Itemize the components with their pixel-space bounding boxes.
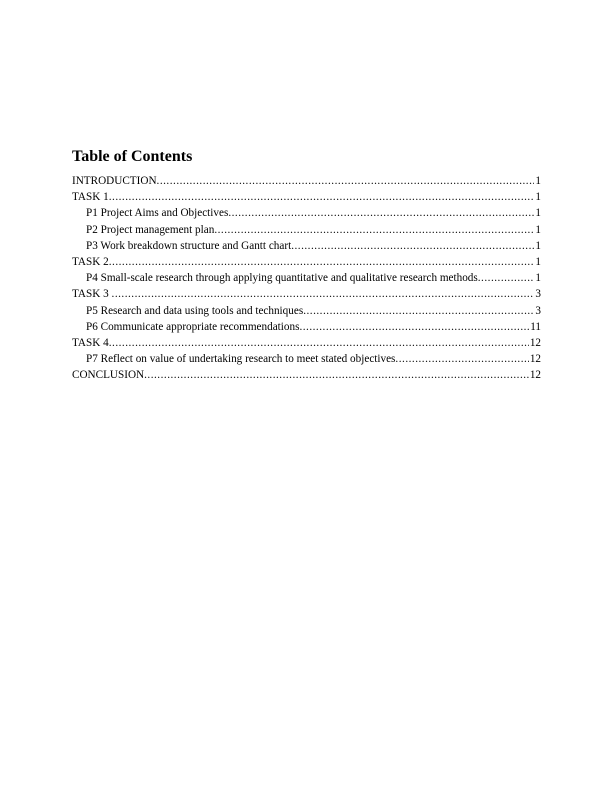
toc-entry-task-1[interactable] — [72, 189, 541, 205]
toc-entry-label: TASK 2 — [72, 255, 109, 268]
toc-dot-leader — [109, 254, 535, 270]
toc-entry-label: INTRODUCTION — [72, 175, 157, 187]
toc-entry-p5[interactable] — [72, 303, 541, 319]
toc-dot-leader — [157, 173, 535, 189]
toc-entry-p2[interactable] — [72, 222, 541, 238]
toc-entry-label: P6 Communicate appropriate recommendations — [86, 320, 300, 333]
toc-entry-label: TASK 1 — [72, 191, 109, 204]
toc-entry-label: TASK 4 — [72, 336, 109, 349]
toc-list — [72, 173, 541, 383]
toc-entry-page: 1 — [535, 239, 541, 252]
toc-entry-label: CONCLUSION — [72, 369, 145, 382]
toc-entry-page: 1 — [535, 191, 541, 204]
toc-entry-page: 1 — [535, 255, 541, 268]
toc-entry-page: 3 — [535, 288, 541, 301]
toc-entry-page: 12 — [529, 353, 541, 366]
toc-dot-leader — [109, 189, 535, 205]
toc-entry-task-4[interactable] — [72, 335, 541, 351]
toc-entry-p4[interactable] — [72, 270, 541, 286]
toc-dot-leader — [144, 367, 529, 383]
toc-dot-leader — [228, 205, 534, 221]
toc-entry-page: 1 — [535, 175, 541, 187]
toc-entry-label: P4 Small-scale research through applying quantitative and qualitative research methods — [86, 272, 478, 285]
toc-entry-page: 1 — [535, 207, 541, 220]
toc-entry-page: 12 — [529, 369, 541, 382]
toc-entry-task-3[interactable] — [72, 286, 541, 302]
toc-entry-p3[interactable] — [72, 238, 541, 254]
toc-entry-conclusion[interactable] — [72, 367, 541, 383]
toc-entry-label: P1 Project Aims and Objectives — [86, 207, 229, 220]
toc-dot-leader — [291, 238, 534, 254]
toc-entry-label: P2 Project management plan — [86, 223, 215, 236]
toc-entry-introduction[interactable] — [72, 173, 541, 189]
toc-dot-leader — [112, 286, 535, 302]
toc-entry-page: 12 — [529, 336, 541, 349]
toc-dot-leader — [478, 270, 535, 286]
toc-dot-leader — [214, 222, 534, 238]
toc-title: Table of Contents — [72, 148, 193, 165]
toc-entry-page: 1 — [535, 272, 541, 285]
toc-dot-leader — [109, 335, 529, 351]
toc-dot-leader — [299, 319, 529, 335]
toc-dot-leader — [303, 303, 534, 319]
toc-entry-page: 3 — [535, 304, 541, 317]
toc-entry-label: TASK 3 — [72, 288, 112, 301]
toc-entry-task-2[interactable] — [72, 254, 541, 270]
toc-entry-page: 1 — [535, 223, 541, 236]
toc-entry-label: P3 Work breakdown structure and Gantt chart — [86, 239, 292, 252]
toc-entry-label: P5 Research and data using tools and techniques — [86, 304, 304, 317]
toc-entry-p6[interactable] — [72, 319, 541, 335]
toc-entry-label: P7 Reflect on value of undertaking research to meet stated objectives — [86, 353, 396, 366]
toc-dot-leader — [395, 351, 528, 367]
toc-entry-p1[interactable] — [72, 205, 541, 221]
toc-entry-p7[interactable] — [72, 351, 541, 367]
toc-entry-page: 11 — [530, 320, 541, 333]
